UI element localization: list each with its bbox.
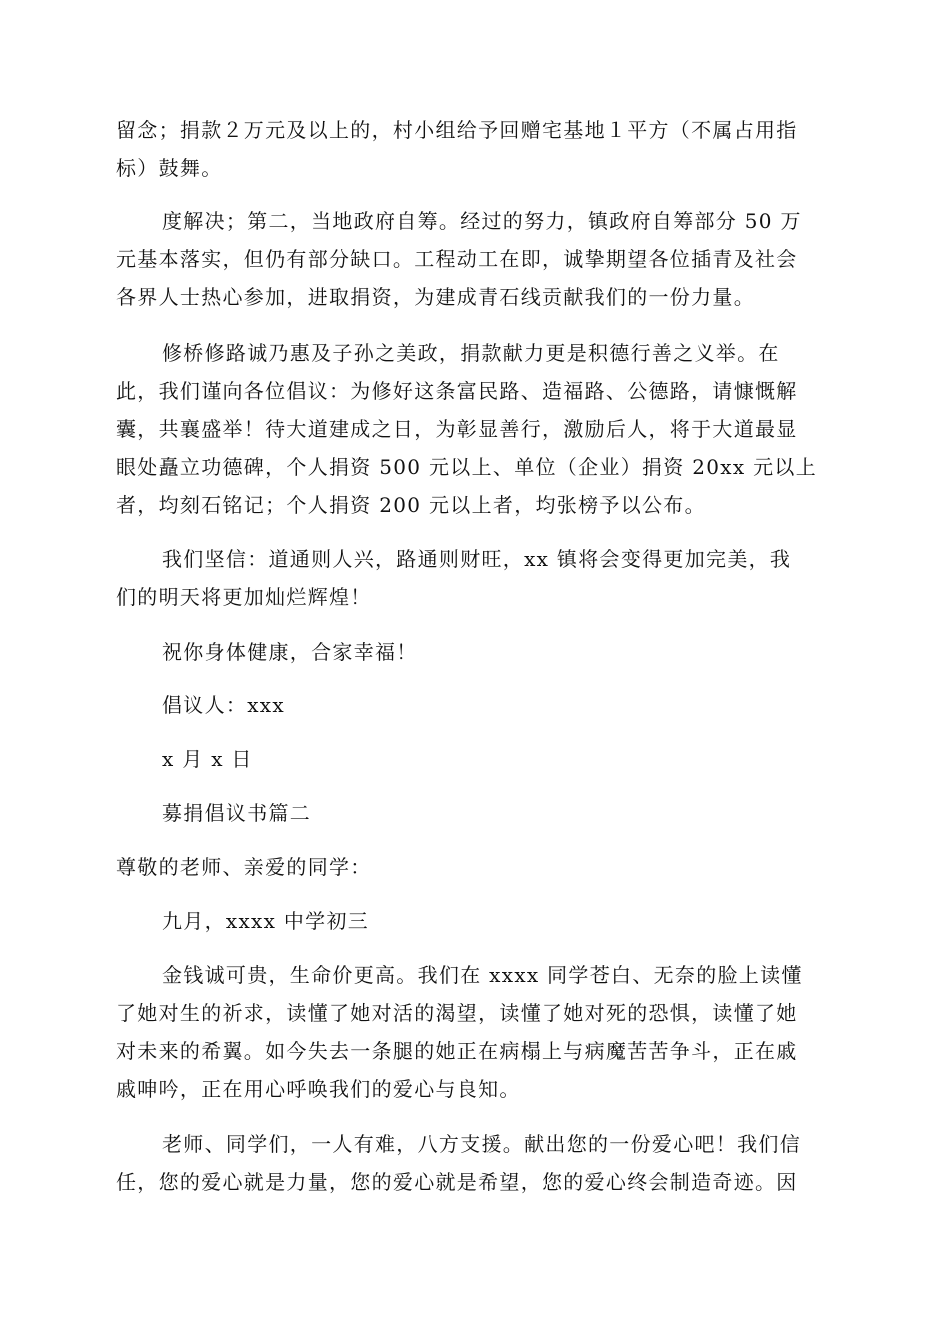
salutation: 尊敬的老师、亲爱的同学：: [116, 855, 372, 879]
paragraph-start-line: 老师、同学们，一人有难，八方支援。献出您的一份爱心吧！我们信: [162, 1132, 801, 1156]
text-line: 留念；捐款２万元及以上的，村小组给予回赠宅基地１平方（不属占用指: [116, 118, 798, 142]
text-line: 各界人士热心参加，进取捐资，为建成青石线贡献我们的一份力量。: [116, 285, 755, 309]
paragraph-start-line: 九月，xxxx 中学初三: [162, 909, 370, 933]
text-line: 们的明天将更加灿烂辉煌！: [116, 585, 372, 609]
text-line: 此，我们谨向各位倡议：为修好这条富民路、造福路、公德路，请慷慨解: [116, 379, 798, 403]
text-line: 对未来的希翼。如今失去一条腿的她正在病榻上与病魔苦苦争斗，正在戚: [116, 1039, 798, 1063]
paragraph-start-line: 修桥修路诚乃惠及子孙之美政，捐款献力更是积德行善之义举。在: [162, 341, 780, 365]
text-line: 眼处矗立功德碑，个人捐资 500 元以上、单位（企业）捐资 20xx 元以上: [116, 455, 818, 479]
text-line: 囊，共襄盛举！待大道建成之日，为彰显善行，激励后人，将于大道最显: [116, 417, 798, 441]
paragraph-start-line: 金钱诚可贵，生命价更高。我们在 xxxx 同学苍白、无奈的脸上读懂: [162, 963, 803, 987]
text-line: 任，您的爱心就是力量，您的爱心就是希望，您的爱心终会制造奇迹。因: [116, 1170, 798, 1194]
paragraph-start-line: 度解决；第二，当地政府自筹。经过的努力，镇政府自筹部分 50 万: [162, 209, 802, 233]
paragraph-start-line: 我们坚信：道通则人兴，路通则财旺，xx 镇将会变得更加完美，我: [162, 547, 792, 571]
text-line: 者，均刻石铭记；个人捐资 200 元以上者，均张榜予以公布。: [116, 493, 706, 517]
text-line: 元基本落实，但仍有部分缺口。工程动工在即，诚挚期望各位插青及社会: [116, 247, 798, 271]
section-title: 募捐倡议书篇二: [162, 801, 312, 825]
closing-wish: 祝你身体健康，合家幸福！: [162, 640, 418, 664]
text-line: 戚呻吟，正在用心呼唤我们的爱心与良知。: [116, 1077, 521, 1101]
text-line: 了她对生的祈求，读懂了她对活的渴望，读懂了她对死的恐惧，读懂了她: [116, 1001, 798, 1025]
initiator-line: 倡议人：xxx: [162, 693, 285, 717]
date-line: x 月 x 日: [162, 747, 253, 771]
text-line: 标）鼓舞。: [116, 156, 223, 180]
